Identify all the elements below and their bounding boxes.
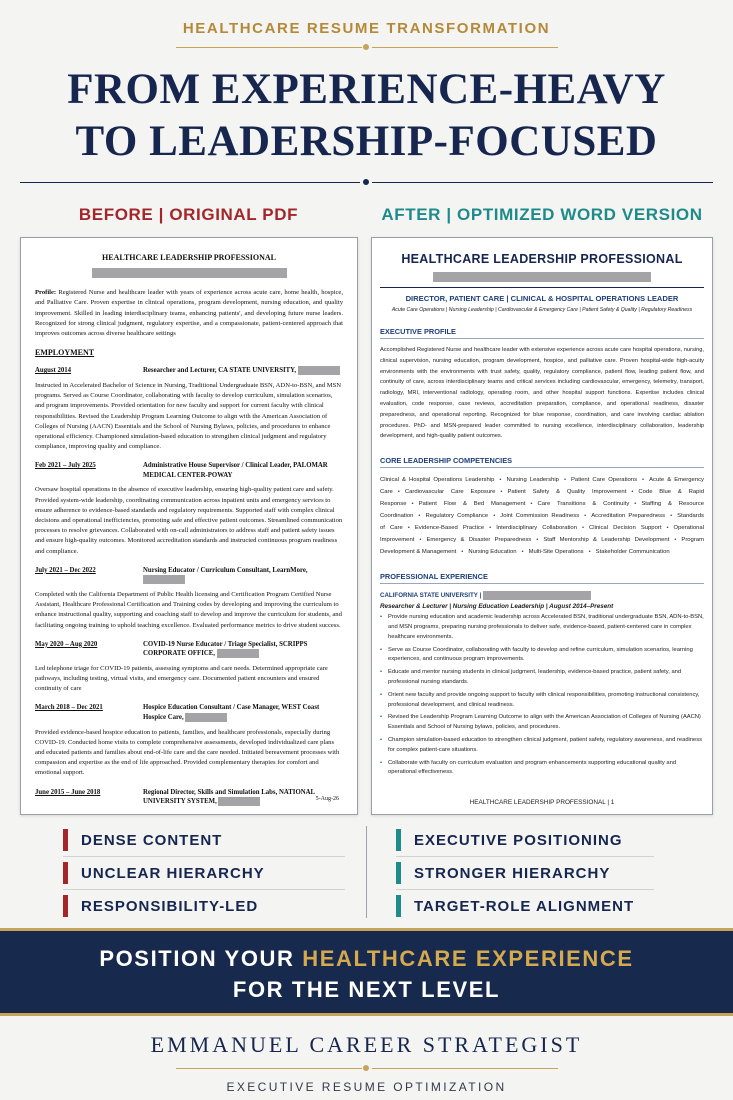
- before-job-title: COVID-19 Nurse Educator / Triage Specialist, SCRIPPS CORPORATE OFFICE,: [143, 640, 308, 658]
- main-title-line-2: TO LEADERSHIP-FOCUSED: [75, 118, 658, 165]
- before-job-title: Administrative House Supervisor / Clinical Leader, PALOMAR MEDICAL CENTER-POWAY: [143, 462, 328, 479]
- after-point-marker: [396, 829, 401, 851]
- section-rule: [380, 467, 704, 468]
- after-competencies-heading: CORE LEADERSHIP COMPETENCIES: [380, 456, 513, 466]
- competency-item: Standards of Care: [380, 513, 704, 532]
- competency-separator: •: [521, 549, 524, 556]
- after-target-role: DIRECTOR, PATIENT CARE | CLINICAL & HOSPITAL OPERATIONS LEADER: [405, 294, 679, 303]
- competency-separator: •: [674, 537, 677, 544]
- redacted-location-bar: [217, 649, 259, 658]
- competency-item: Patient Care Operations: [571, 477, 638, 484]
- before-job-date: August 2014: [35, 367, 72, 375]
- competency-item: Operational Improvement: [380, 525, 704, 544]
- before-job-title: Hospice Education Consultant / Case Manager, WEST Coast Hospice Care,: [143, 704, 320, 721]
- competency-separator: •: [642, 477, 645, 484]
- after-bullet: • Collaborate with faculty on curriculum evaluation and program enhancements supporting educational quality and operational effectiveness.: [380, 759, 704, 779]
- competency-item: Staff Mentorship & Leadership Development: [543, 537, 670, 544]
- main-title-line-1: FROM EXPERIENCE-HEAVY: [67, 66, 666, 113]
- before-point-label: UNCLEAR HIERARCHY: [81, 865, 265, 882]
- competency-separator: •: [670, 513, 673, 520]
- banner-gold-border-bottom: [0, 1013, 733, 1016]
- before-job-title: Nursing Educator / Curriculum Consultant, LearnMore,: [143, 566, 308, 574]
- before-point-label: DENSE CONTENT: [81, 832, 223, 849]
- competency-item: Care Transitions & Continuity: [537, 501, 630, 508]
- before-point-label: RESPONSIBILITY-LED: [81, 898, 259, 915]
- before-job-entry: [35, 788, 343, 807]
- before-profile-text: Registered Nurse and healthcare leader with years of experience across acute care, home health, hospice, and Palliative Care. Proven expertise in clinical operations, program development, nursing education, and quality improvement. Skilled in leading interdisciplinary teams, enhancing patients', and developing future nurse leaders. Recognized for strong clinical judgment, regulatory expertise, and a compassionate, patient-centered approach that improves outcomes across diverse healthcare settings: [35, 289, 344, 338]
- before-job-body: Provided evidence-based hospice education to patients, families, and healthcare professionals, especially during COVID-19. Conducted home visits to complete comprehensive assessments, developed individualized care plans and educated patients and families about end-of-life care and the care needed. Initiated bereavement processes with compassion and expertise as the end of life approached. Provided complementary therapies for comfort and emotional support.: [35, 728, 340, 777]
- redacted-location-bar: [218, 797, 260, 806]
- redacted-location-bar: [483, 591, 591, 600]
- comparison-row-rule: [63, 889, 345, 890]
- after-bullet: • Champion simulation-based education to strengthen clinical judgment, patient safety, regulatory awareness, and readiness for complex patient-care situations.: [380, 736, 704, 756]
- title-rule-left: [20, 182, 360, 183]
- competency-item: Cardiovascular Care Exposure: [404, 489, 496, 496]
- before-job-entry: [35, 461, 343, 556]
- after-resume-title: HEALTHCARE LEADERSHIP PROFESSIONAL: [401, 252, 683, 266]
- competency-separator: •: [666, 525, 669, 532]
- before-job-body: Oversaw hospital operations in the absence of executive leadership, ensuring high-quality patient care and safety. Provided system-wide leadership, coordinating communication across inpatient units and emergency services to ensure adherence to evidence-based standards and regulatory requirements. Supported staff with complex clinical decisions and operational inefficiencies, promoting safe and effective patient outcomes. Streamlined communication processes to resolve grievances. Collaborated with on-call administrators to address staff and patient safety issues and ensure high-quality outcomes. Monitored accreditation standards and instructed continuous program readiness and compliance.: [35, 486, 343, 555]
- before-point-marker: [63, 862, 68, 884]
- before-job-title: Researcher and Lecturer, CA STATE UNIVERSITY,: [143, 367, 297, 375]
- before-job-body: Led telephone triage for COVID-19 patients, assessing symptoms and care needs. Determined appropriate care pathways, including testing, virtual visits, and emergency care. Documented patient encounters and ensured continuity of care: [35, 664, 328, 693]
- competency-separator: •: [536, 537, 539, 544]
- competency-separator: •: [563, 477, 566, 484]
- competency-separator: •: [584, 513, 587, 520]
- competency-item: Accreditation Preparedness: [591, 513, 666, 520]
- before-job-entry: [35, 703, 343, 778]
- header-gold-rule-left: [176, 47, 362, 48]
- after-bullet: • Revised the Leadership Program Learning Outcome to align with the American Association of Colleges of Nursing (AACN) Essentials and School of Nursing bylaws, policies, and procedures.: [380, 713, 704, 733]
- before-job-body: Completed with the California Department of Public Health licensing and Certification Program Certified Nurse Assistant, Healthcare Professional Certification and Training codes by developing and improving the curriculum to enhance instructional quality, supporting and coaching staff to develop and improve the curriculum for students, and facilitating ongoing training to uphold teaching excellence. Evaluated performance metrics to drive student success.: [35, 590, 342, 629]
- banner-headline-line-1: [0, 946, 733, 972]
- before-page-footer: 5-Aug-26: [315, 796, 339, 802]
- before-profile-label: Profile:: [35, 289, 57, 296]
- after-resume-document: [371, 237, 713, 815]
- competency-separator: •: [489, 525, 492, 532]
- before-resume-title: HEALTHCARE LEADERSHIP PROFESSIONAL: [102, 253, 276, 262]
- after-bullet: • Orient new faculty and provide ongoing support to faculty with clinical responsibilities, promoting instructional consistency, professional development, and clinical readiness.: [380, 691, 704, 711]
- competency-separator: •: [634, 501, 637, 508]
- competency-item: Staffing & Resource Coordination: [380, 501, 704, 520]
- comparison-row-rule: [396, 856, 654, 857]
- competency-item: Acute & Emergency Care: [380, 477, 704, 496]
- competency-separator: •: [581, 525, 585, 532]
- competency-item: Nursing Leadership: [506, 477, 559, 484]
- title-rule-right: [372, 182, 713, 183]
- redacted-contact-bar: [92, 268, 287, 278]
- after-point-marker: [396, 862, 401, 884]
- section-rule: [380, 583, 704, 584]
- competency-item: Stakeholder Communication: [595, 549, 670, 556]
- before-point-marker: [63, 895, 68, 917]
- after-point-label: TARGET-ROLE ALIGNMENT: [414, 898, 635, 915]
- section-rule: [380, 338, 704, 339]
- comparison-row-rule: [396, 889, 654, 890]
- banner-headline-accent: HEALTHCARE EXPERIENCE: [302, 946, 634, 971]
- header-gold-dot: [363, 44, 369, 50]
- competency-separator: •: [493, 513, 496, 520]
- banner-headline-line-2: FOR THE NEXT LEVEL: [232, 977, 501, 1002]
- competency-separator: •: [411, 501, 414, 508]
- competency-separator: •: [418, 513, 421, 520]
- competency-separator: •: [588, 549, 591, 556]
- competency-item: Evidence-Based Practice: [414, 525, 485, 532]
- banner-gold-border-top: [0, 928, 733, 931]
- before-job-date: July 2021 – Dec 2022: [35, 566, 96, 574]
- after-employer-name: CALIFORNIA STATE UNIVERSITY |: [380, 592, 482, 600]
- after-experience-heading: PROFESSIONAL EXPERIENCE: [380, 572, 488, 582]
- before-resume-document: [20, 237, 358, 815]
- redacted-location-bar: [298, 366, 340, 375]
- comparison-divider: [366, 826, 367, 918]
- competency-item: Clinical Decision Support: [589, 525, 662, 532]
- after-column-heading: AFTER | OPTIMIZED WORD VERSION: [381, 205, 703, 224]
- header-gold-rule-right: [372, 47, 558, 48]
- competency-item: Patient Safety & Quality Improvement: [507, 489, 627, 496]
- before-job-entry: [35, 640, 343, 695]
- competency-separator: •: [407, 525, 410, 532]
- after-title-rule: [380, 287, 704, 288]
- before-job-entry: [35, 566, 343, 631]
- competency-item: Program Development & Management: [380, 537, 704, 556]
- competency-item: Nursing Education: [468, 549, 517, 556]
- after-bullet-list: [380, 613, 704, 778]
- header-kicker: HEALTHCARE RESUME TRANSFORMATION: [182, 20, 551, 37]
- competency-item: Patient Flow & Bed Management: [418, 501, 526, 508]
- after-profile-paragraph: Accomplished Registered Nurse and healthcare leader with extensive experience across acute care hospital operations, nursing, clinical supervision, nursing education, program development, hospice, and palliative care. Proven hospital-wide high-acuity environments with the environments with trust safety, quality, regulatory compliance, patient flow, leading patient flow, and continuity of care, across interdisciplinary teams and critical services including cardiovascular, emergency, telemetry, transport, radiology, MRI, interventional radiology, operating room, and other hospital support functions. Expertise includes clinical evaluation, code response, case reviews, accreditation preparation, compliance, and operational readiness, disaster preparedness, and operational reporting. Recognized for blue response, coordination, and care involving cardiac ablation procedures. PhD- and MSN-prepared leader committed to nursing excellence, interdisciplinary collaboration, leadership development, and high-quality patient outcomes.: [380, 347, 704, 440]
- redacted-location-bar: [143, 575, 185, 584]
- after-page-footer: HEALTHCARE LEADERSHIP PROFESSIONAL | 1: [469, 799, 615, 806]
- after-point-marker: [396, 895, 401, 917]
- competency-item: Regulatory Compliance: [425, 513, 489, 520]
- before-column-heading: BEFORE | ORIGINAL PDF: [78, 205, 299, 224]
- after-competency-list: [380, 474, 704, 558]
- after-bullet: • Educate and mentor nursing students in clinical judgment, leadership, evidence-based practice, patient safety, and professional nursing standards.: [380, 668, 704, 688]
- brand-name: EMMANUEL CAREER STRATEGIST: [150, 1032, 583, 1057]
- competency-separator: •: [461, 549, 464, 556]
- brand-gold-dot: [363, 1065, 369, 1071]
- after-point-label: EXECUTIVE POSITIONING: [414, 832, 623, 849]
- competency-item: Joint Commission Readiness: [500, 513, 580, 520]
- before-job-date: Feb 2021 – July 2025: [35, 462, 96, 470]
- before-job-entry: [35, 366, 343, 452]
- before-point-marker: [63, 829, 68, 851]
- competency-item: Code Blue & Rapid Response: [380, 489, 704, 508]
- after-bullet: • Provide nursing education and academic leadership across Accelerated BSN, traditional undergraduate BSN, ADN-to-BSN, and MSN programs, preparing nursing professionals to deliver safe, evidence-based, patient-centered care in complex healthcare environments.: [380, 613, 704, 642]
- redacted-contact-bar: [433, 272, 651, 282]
- redacted-location-bar: [185, 713, 227, 722]
- after-job-title: Researcher & Lecturer | Nursing Education Leadership | August 2014–Present: [380, 603, 614, 611]
- competency-separator: •: [631, 489, 634, 496]
- before-employment-heading: EMPLOYMENT: [35, 348, 95, 358]
- competency-separator: •: [500, 489, 503, 496]
- banner-headline-lead: POSITION YOUR: [99, 946, 303, 971]
- before-job-body: Instructed in Accelerated Bachelor of Science in Nursing, Traditional Undergraduate BSN, ADN-to-BSN, and MSN programs. Served as Course Coordinator, collaborating with faculty to develop curriculum, simulation scenarios, and program improvements. Provided orientation for new faculty and support for current faculty with clinical responsibilities. Revised the Leadership Program Learning Outcome to align with the American Association of Colleges of Nursing (AACN) Essentials and the School of Nursing Bylaws, policies, and procedures to enhance operational efficiency. Championed simulation-based education to strengthen clinical judgment and regulatory compliance, improving quality and compliance.: [35, 382, 342, 451]
- competency-separator: •: [397, 489, 400, 496]
- main-title: [0, 64, 733, 168]
- before-job-date: May 2020 – Aug 2020: [35, 640, 98, 648]
- brand-gold-rule-left: [176, 1068, 362, 1069]
- competency-item: Clinical & Hospital Operations Leadership: [380, 477, 495, 484]
- before-job-date: March 2018 – Dec 2021: [35, 704, 103, 712]
- before-job-title: Regional Director, Skills and Simulation Labs, NATIONAL UNIVERSITY SYSTEM,: [143, 788, 315, 806]
- brand-tagline: EXECUTIVE RESUME OPTIMIZATION: [226, 1080, 507, 1094]
- competency-separator: •: [530, 501, 533, 508]
- comparison-row-rule: [63, 856, 345, 857]
- competency-item: Interdisciplinary Collaboration: [496, 525, 577, 532]
- competency-item: Multi-Site Operations: [528, 549, 584, 556]
- before-job-date: June 2015 – June 2018: [35, 788, 101, 796]
- brand-gold-rule-right: [372, 1068, 558, 1069]
- title-rule-dot: [363, 179, 369, 185]
- before-profile-paragraph: [35, 288, 343, 339]
- after-keyword-line: Acute Care Operations | Nursing Leadership | Cardiovascular & Emergency Care | Patient Safety & Quality | Regulatory Readiness: [391, 307, 693, 313]
- after-point-label: STRONGER HIERARCHY: [414, 865, 611, 882]
- after-employer: [380, 591, 704, 600]
- competency-separator: •: [419, 537, 422, 544]
- after-bullet: • Serve as Course Coordinator, collaborating with faculty to develop and refine curriculum, simulation scenarios, learning experiences, and continuous program improvements.: [380, 646, 704, 666]
- after-profile-heading: EXECUTIVE PROFILE: [380, 327, 456, 336]
- competency-separator: •: [499, 477, 502, 484]
- competency-item: Emergency & Disaster Preparedness: [426, 537, 532, 544]
